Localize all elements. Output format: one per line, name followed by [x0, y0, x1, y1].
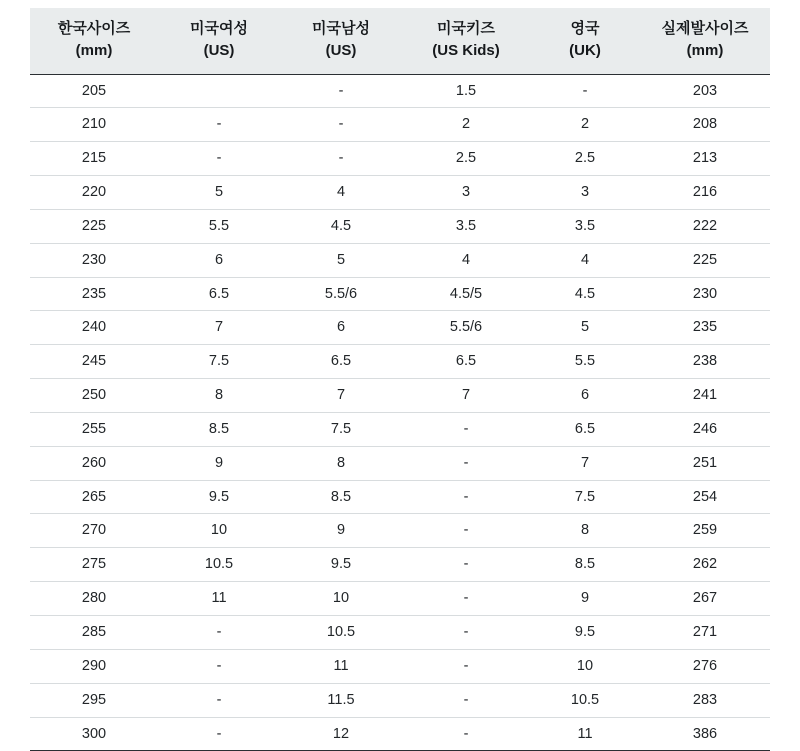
table-cell: 5.5 — [530, 345, 640, 379]
table-row — [30, 243, 770, 277]
table-cell: 4.5 — [280, 209, 402, 243]
table-cell: 6 — [530, 379, 640, 413]
table-cell: 10.5 — [280, 616, 402, 650]
table-cell: 222 — [640, 209, 770, 243]
table-cell: 11 — [158, 582, 280, 616]
table-row — [30, 345, 770, 379]
table-cell: 386 — [640, 717, 770, 751]
table-row — [30, 582, 770, 616]
table-cell: 5 — [158, 176, 280, 210]
table-cell: 10 — [158, 514, 280, 548]
table-cell: 6.5 — [158, 277, 280, 311]
table-cell: 213 — [640, 142, 770, 176]
column-header-uk — [530, 8, 640, 74]
table-row — [30, 379, 770, 413]
table-cell: 6 — [280, 311, 402, 345]
table-cell: 8 — [158, 379, 280, 413]
table-cell: 4 — [280, 176, 402, 210]
header-line-1: 미국남성 — [312, 20, 370, 37]
table-row — [30, 446, 770, 480]
table-cell: 12 — [280, 717, 402, 751]
table-cell: 8.5 — [280, 480, 402, 514]
header-line-2: (US) — [203, 41, 235, 59]
table-cell: 11 — [530, 717, 640, 751]
header-row — [30, 8, 770, 74]
table-cell: 254 — [640, 480, 770, 514]
table-cell: 275 — [30, 548, 158, 582]
table-cell: 265 — [30, 480, 158, 514]
table-cell: 6.5 — [530, 412, 640, 446]
table-body — [30, 74, 770, 751]
table-cell: 6 — [158, 243, 280, 277]
table-cell: - — [158, 683, 280, 717]
table-cell: 230 — [30, 243, 158, 277]
table-cell: 262 — [640, 548, 770, 582]
table-cell: 8.5 — [530, 548, 640, 582]
table-cell: 9 — [530, 582, 640, 616]
table-cell: 260 — [30, 446, 158, 480]
header-line-1: 한국사이즈 — [57, 20, 131, 37]
table-cell: 235 — [30, 277, 158, 311]
table-cell: 255 — [30, 412, 158, 446]
column-header-us-women — [158, 8, 280, 74]
header-line-1: 미국키즈 — [437, 20, 495, 37]
table-cell — [158, 74, 280, 108]
table-cell: - — [402, 480, 530, 514]
table-cell: 2 — [530, 108, 640, 142]
table-cell: 216 — [640, 176, 770, 210]
table-cell: 6.5 — [280, 345, 402, 379]
table-cell: 9.5 — [280, 548, 402, 582]
table-row — [30, 548, 770, 582]
header-line-1: 영국 — [570, 20, 600, 37]
table-row — [30, 514, 770, 548]
table-cell: 10.5 — [530, 683, 640, 717]
table-cell: - — [402, 649, 530, 683]
table-cell: 280 — [30, 582, 158, 616]
table-cell: 7 — [158, 311, 280, 345]
table-cell: 230 — [640, 277, 770, 311]
table-cell: 2.5 — [402, 142, 530, 176]
table-cell: 225 — [30, 209, 158, 243]
header-line-2: (UK) — [569, 41, 601, 59]
table-cell: 4 — [402, 243, 530, 277]
header-line-2: (US) — [325, 41, 357, 59]
table-cell: 3.5 — [402, 209, 530, 243]
table-cell: 5.5 — [158, 209, 280, 243]
table-cell: 285 — [30, 616, 158, 650]
table-cell: 1.5 — [402, 74, 530, 108]
table-cell: 215 — [30, 142, 158, 176]
table-cell: 3 — [402, 176, 530, 210]
table-cell: 2.5 — [530, 142, 640, 176]
table-cell: - — [402, 514, 530, 548]
table-cell: 5 — [530, 311, 640, 345]
table-cell: 246 — [640, 412, 770, 446]
table-cell: - — [280, 74, 402, 108]
table-cell: - — [158, 717, 280, 751]
table-cell: 5.5/6 — [402, 311, 530, 345]
table-cell: 4.5 — [530, 277, 640, 311]
table-cell: 210 — [30, 108, 158, 142]
table-cell: 6.5 — [402, 345, 530, 379]
table-cell: 251 — [640, 446, 770, 480]
header-line-1: 미국여성 — [190, 20, 248, 37]
header-line-2: (US Kids) — [432, 41, 500, 59]
table-cell: 10.5 — [158, 548, 280, 582]
table-cell: 7.5 — [530, 480, 640, 514]
table-cell: 8 — [280, 446, 402, 480]
table-cell: 270 — [30, 514, 158, 548]
size-chart-page — [0, 8, 800, 742]
table-cell: 7 — [280, 379, 402, 413]
table-cell: - — [158, 616, 280, 650]
table-cell: 9.5 — [530, 616, 640, 650]
table-cell: - — [280, 142, 402, 176]
table-cell: - — [402, 582, 530, 616]
table-cell: - — [158, 649, 280, 683]
table-row — [30, 683, 770, 717]
table-cell: 8 — [530, 514, 640, 548]
table-row — [30, 480, 770, 514]
table-cell: - — [280, 108, 402, 142]
table-cell: 7 — [530, 446, 640, 480]
table-cell: - — [402, 548, 530, 582]
table-cell: - — [402, 616, 530, 650]
table-cell: 295 — [30, 683, 158, 717]
table-cell: 9.5 — [158, 480, 280, 514]
table-row — [30, 412, 770, 446]
table-cell: - — [158, 108, 280, 142]
table-cell: - — [402, 446, 530, 480]
table-cell: 283 — [640, 683, 770, 717]
header-line-1: 실제발사이즈 — [661, 20, 749, 37]
table-cell: 205 — [30, 74, 158, 108]
table-cell: 3 — [530, 176, 640, 210]
table-cell: 240 — [30, 311, 158, 345]
column-header-korea-mm — [30, 8, 158, 74]
table-cell: 11 — [280, 649, 402, 683]
table-cell: - — [402, 412, 530, 446]
table-row — [30, 717, 770, 751]
table-cell: 235 — [640, 311, 770, 345]
table-cell: 300 — [30, 717, 158, 751]
table-cell: 208 — [640, 108, 770, 142]
table-cell: 7.5 — [158, 345, 280, 379]
table-row — [30, 649, 770, 683]
table-cell: 11.5 — [280, 683, 402, 717]
table-cell: 245 — [30, 345, 158, 379]
table-row — [30, 108, 770, 142]
table-row — [30, 616, 770, 650]
table-cell: 271 — [640, 616, 770, 650]
header-line-2: (mm) — [75, 41, 113, 59]
table-cell: 3.5 — [530, 209, 640, 243]
table-cell: 5.5/6 — [280, 277, 402, 311]
table-row — [30, 311, 770, 345]
table-cell: 225 — [640, 243, 770, 277]
table-cell: - — [158, 142, 280, 176]
table-cell: 2 — [402, 108, 530, 142]
column-header-us-kids — [402, 8, 530, 74]
column-header-us-men — [280, 8, 402, 74]
table-cell: 7 — [402, 379, 530, 413]
table-cell: - — [402, 717, 530, 751]
table-cell: 259 — [640, 514, 770, 548]
table-cell: 241 — [640, 379, 770, 413]
table-cell: 9 — [280, 514, 402, 548]
column-header-actual-foot-mm — [640, 8, 770, 74]
table-cell: 10 — [530, 649, 640, 683]
table-cell: 220 — [30, 176, 158, 210]
header-line-2: (mm) — [686, 41, 724, 59]
table-cell: - — [402, 683, 530, 717]
table-cell: 238 — [640, 345, 770, 379]
table-cell: 267 — [640, 582, 770, 616]
table-row — [30, 142, 770, 176]
shoe-size-conversion-table — [30, 8, 770, 751]
table-cell: 8.5 — [158, 412, 280, 446]
table-cell: 203 — [640, 74, 770, 108]
table-cell: 4.5/5 — [402, 277, 530, 311]
table-cell: 5 — [280, 243, 402, 277]
table-row — [30, 277, 770, 311]
table-cell: 276 — [640, 649, 770, 683]
table-cell: 9 — [158, 446, 280, 480]
table-cell: 250 — [30, 379, 158, 413]
table-cell: 10 — [280, 582, 402, 616]
table-row — [30, 209, 770, 243]
table-cell: 4 — [530, 243, 640, 277]
table-row — [30, 176, 770, 210]
table-cell: - — [530, 74, 640, 108]
table-cell: 290 — [30, 649, 158, 683]
table-cell: 7.5 — [280, 412, 402, 446]
table-row — [30, 74, 770, 108]
table-header — [30, 8, 770, 74]
